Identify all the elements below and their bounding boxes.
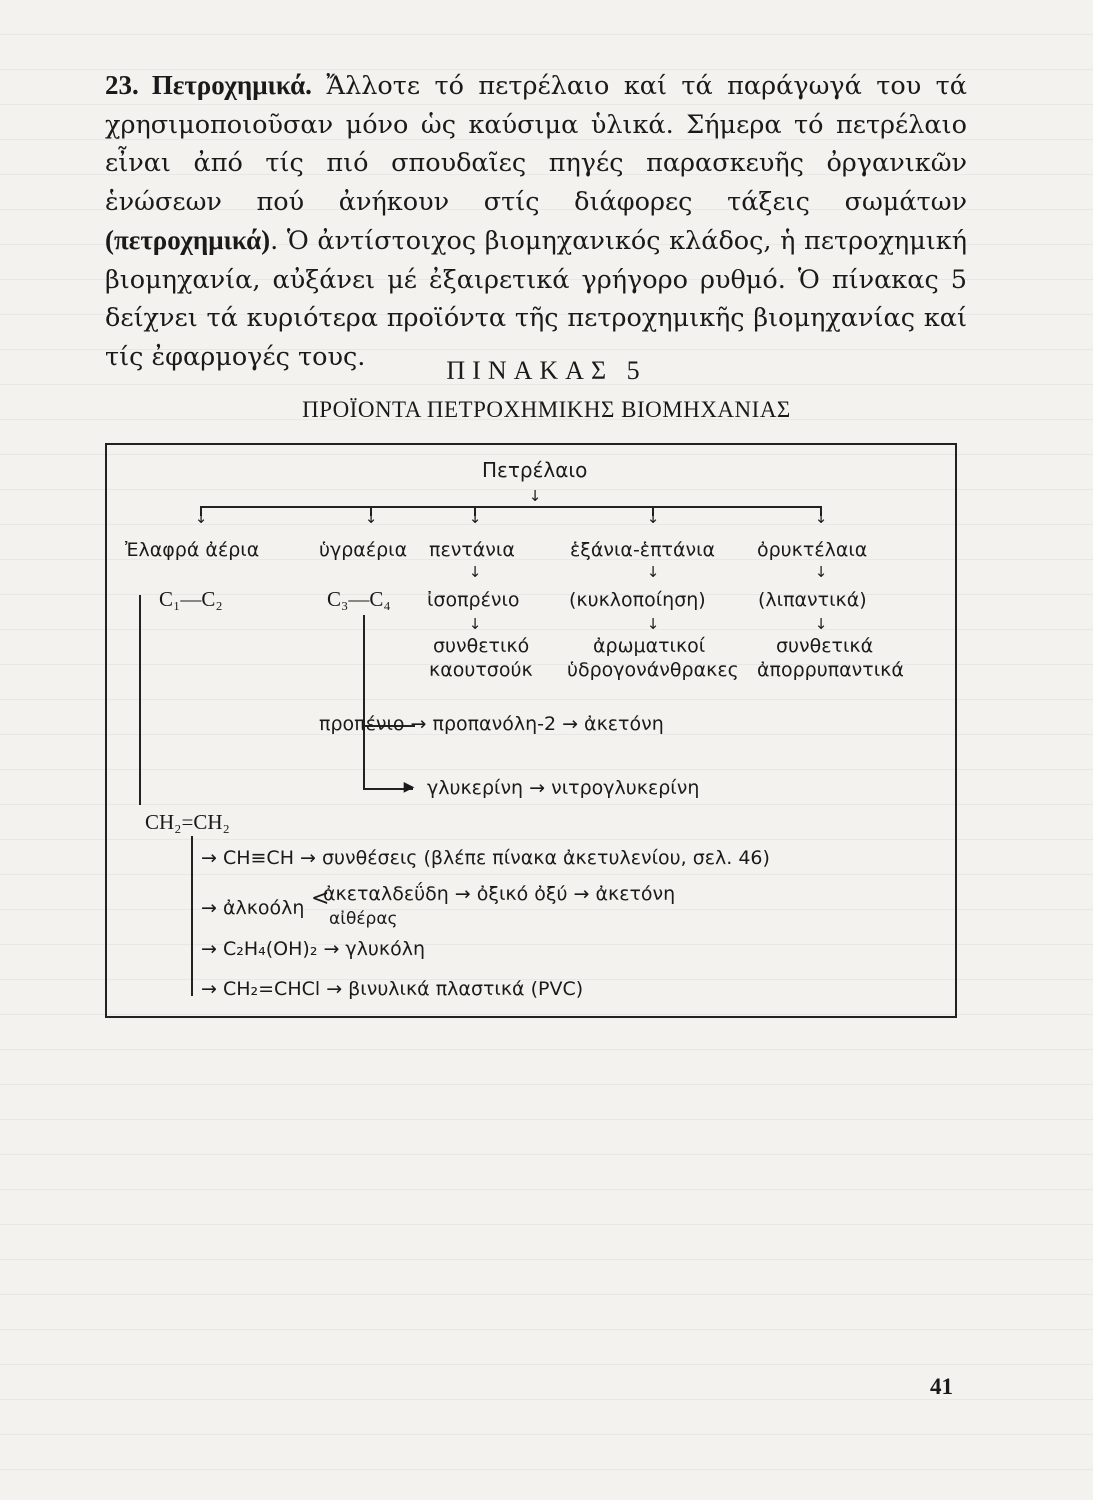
arrow-icon: ↓ bbox=[814, 615, 828, 633]
arrow-icon: ↓ bbox=[468, 509, 482, 527]
branch-ether: αἰθέρας bbox=[329, 909, 398, 929]
product-detergents-2: ἀπορρυπαντικά bbox=[757, 659, 904, 681]
light-gases-line bbox=[139, 595, 141, 805]
arrow-icon: ↓ bbox=[814, 509, 828, 527]
ethylene-line bbox=[191, 836, 193, 996]
ethylene: CH₂=CH₂ bbox=[145, 810, 230, 834]
arrow-icon: ↓ bbox=[364, 509, 378, 527]
table-label: ΠΙΝΑΚΑΣ 5 bbox=[446, 356, 647, 385]
arrow-icon: ↓ bbox=[814, 563, 828, 581]
fraction-pentanes: πεντάνια bbox=[429, 539, 515, 561]
split-icon: < bbox=[311, 886, 330, 911]
c3c4-line bbox=[363, 615, 365, 790]
fraction-lpg: ὑγραέρια bbox=[319, 539, 408, 561]
fraction-light-gases: Ἐλαφρά ἀέρια bbox=[125, 539, 260, 561]
arrow-icon: ↓ bbox=[646, 509, 660, 527]
process-lubricants: (λιπαντικά) bbox=[758, 589, 867, 611]
paragraph-text-2: . Ὁ ἀντίστοιχος βιομηχανικός κλάδος, ἡ πετροχημική βιομηχανία, αὐξάνει μέ ἐξαιρετικά γρήγορο ρυθμό. Ὁ πίνακας 5 δείχνει τά κυριότερα προϊόντα τῆς πετροχημικῆς βιομηχανίας καί τίς ἐφαρμογές τους. bbox=[105, 226, 967, 372]
product-synthetic-rubber-2: καουτσούκ bbox=[429, 659, 533, 681]
propene-chain: προπένιο → προπανόλη-2 → ἀκετόνη bbox=[319, 713, 664, 735]
process-cyclization: (κυκλοποίηση) bbox=[569, 589, 706, 611]
arrow-icon: ↓ bbox=[646, 615, 660, 633]
product-aromatics-1: ἀρωματικοί bbox=[593, 635, 706, 657]
product-synthetic-rubber-1: συνθετικό bbox=[433, 635, 530, 657]
branch-acetylene: → CH≡CH → συνθέσεις (βλέπε πίνακα ἀκετυλενίου, σελ. 46) bbox=[201, 847, 770, 869]
process-isoprene: ἰσοπρένιο bbox=[427, 589, 520, 611]
branch-acetaldehyde: ἀκεταλδεΰδη → ὀξικό ὀξύ → ἀκετόνη bbox=[323, 883, 676, 905]
section-heading: 23. Πετροχημικά. bbox=[105, 70, 312, 100]
arrow-icon: ↓ bbox=[468, 615, 482, 633]
arrow-icon: ↓ bbox=[646, 563, 660, 581]
arrow-icon: ▶ bbox=[403, 779, 415, 795]
distribution-line bbox=[200, 506, 822, 508]
petrochemical-diagram bbox=[105, 443, 957, 1018]
gas-c3-c4: C₃—C₄ bbox=[327, 587, 391, 611]
gas-c1-c2: C₁—C₂ bbox=[159, 587, 223, 611]
root-node-petroleum: Πετρέλαιο bbox=[482, 458, 588, 482]
arrow-icon: ↓ bbox=[468, 563, 482, 581]
arrow-icon: ↓ bbox=[194, 509, 208, 527]
table-title: ΠΡΟΪΟΝΤΑ ΠΕΤΡΟΧΗΜΙΚΗΣ ΒΙΟΜΗΧΑΝΙΑΣ bbox=[302, 397, 791, 422]
arrow-icon: ↓ bbox=[528, 487, 542, 505]
fraction-mineral-oils: ὀρυκτέλαια bbox=[757, 539, 868, 561]
branch-glycol: → C₂H₄(OH)₂ → γλυκόλη bbox=[201, 938, 426, 960]
glycerin-chain: γλυκερίνη → νιτρογλυκερίνη bbox=[427, 777, 700, 799]
branch-alcohol: → ἀλκοόλη bbox=[201, 897, 305, 919]
bold-term: (πετροχημικά) bbox=[105, 225, 271, 255]
product-aromatics-2: ὑδρογονάνθρακες bbox=[567, 659, 739, 681]
branch-pvc: → CH₂=CHCl → βινυλικά πλαστικά (PVC) bbox=[201, 978, 584, 1000]
fraction-hexanes-heptanes: ἑξάνια-ἑπτάνια bbox=[570, 539, 716, 561]
page-number: 41 bbox=[930, 1374, 953, 1399]
paragraph-text-1: Ἄλλοτε τό πετρέλαιο καί τά παράγωγά του τά χρησιμοποιοῦσαν μόνο ὡς καύσιμα ὑλικά. Σήμερα τό πετρέλαιο εἶναι ἀπό τίς πιό σπουδαῖες πηγές παρασκευῆς ὀργανικῶν ἑνώσεων πού ἀνήκουν στίς διάφορες τάξεις σωμάτων bbox=[105, 71, 967, 217]
intro-paragraph bbox=[105, 66, 967, 376]
product-detergents-1: συνθετικά bbox=[776, 635, 874, 657]
